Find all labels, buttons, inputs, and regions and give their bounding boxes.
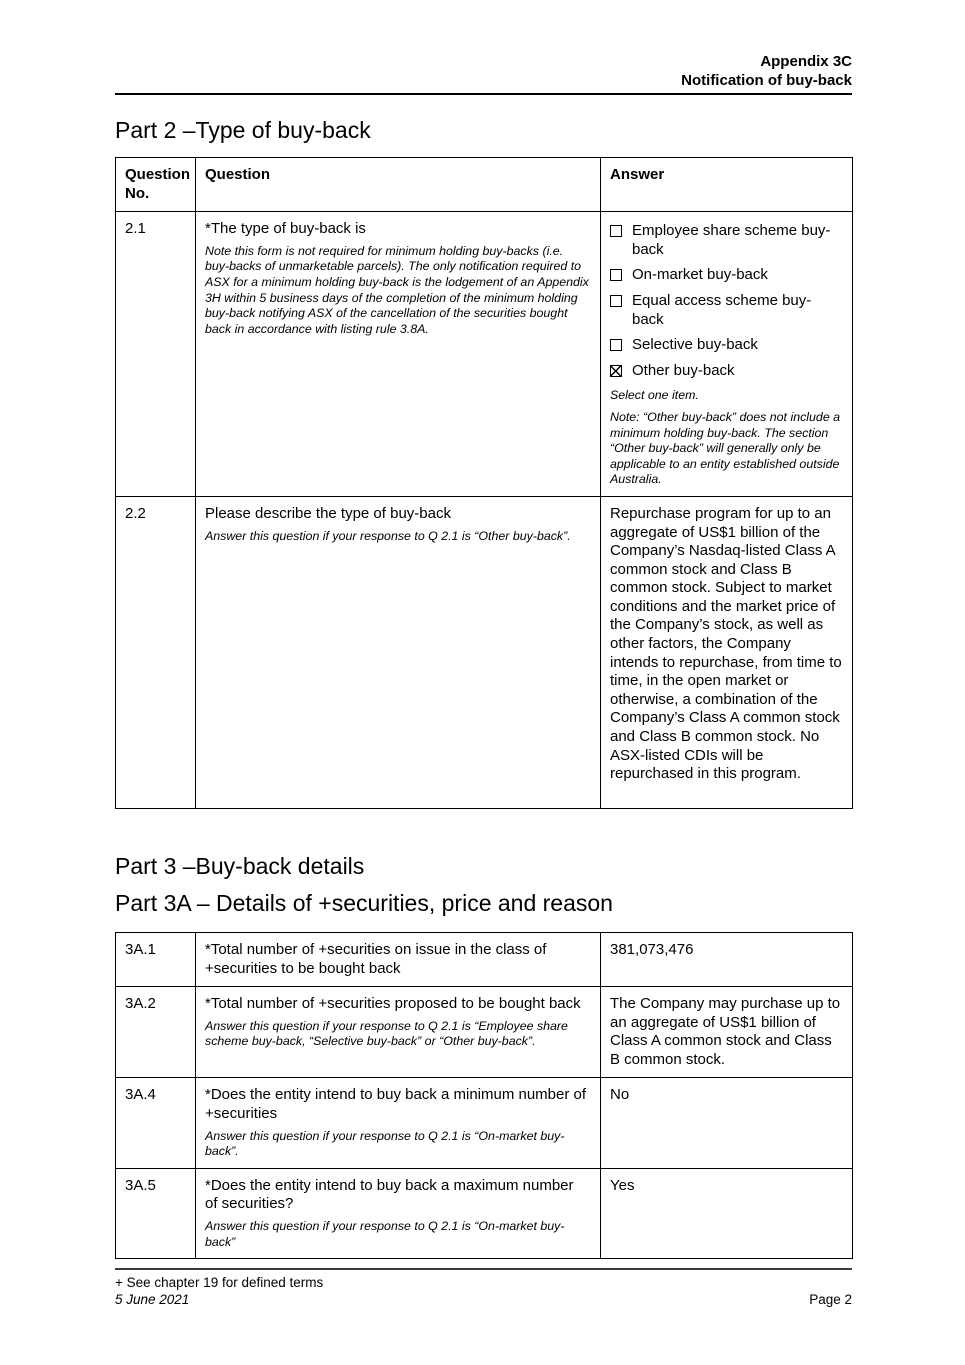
part3-title: Part 3 –Buy-back details xyxy=(115,852,365,879)
table-row-2-1 xyxy=(116,212,853,497)
header-divider xyxy=(115,93,852,95)
table-header-row xyxy=(116,158,853,212)
checkbox-label: Equal access scheme buy-back xyxy=(632,291,812,328)
answer-text: No xyxy=(610,1086,630,1104)
answer-text: 381,073,476 xyxy=(610,940,694,958)
part2-title: Part 2 –Type of buy-back xyxy=(115,117,371,143)
answer-text: Yes xyxy=(610,1176,635,1194)
document-footer xyxy=(115,1268,852,1308)
buyback-type-options xyxy=(610,222,842,380)
checkbox-icon xyxy=(610,225,622,237)
part2-table xyxy=(115,157,853,809)
question-text: Please describe the type of buy-back xyxy=(205,504,451,522)
question-no: 3A.4 xyxy=(116,1078,196,1168)
question-text: *Does the entity intend to buy back a minimum number of +securities xyxy=(205,1086,587,1123)
table-row-3a-2 xyxy=(116,987,853,1078)
checkbox-label: Employee share scheme buy-back xyxy=(632,222,831,258)
col-header-answer: Answer xyxy=(601,158,853,212)
table-row-3a-5 xyxy=(116,1168,853,1258)
question-note: Answer this question if your response to Q 2.1 is “Employee share scheme buy-back, “Selective buy-back” or “Other buy-back”. xyxy=(205,1018,568,1049)
question-text: *The type of buy-back is xyxy=(205,220,366,238)
question-note: Answer this question if your response to Q 2.1 is “On-market buy-back”. xyxy=(205,1128,565,1159)
checkbox-label: On-market buy-back xyxy=(632,266,768,284)
checkbox-option-equal-access[interactable] xyxy=(610,292,842,329)
question-no: 2.1 xyxy=(116,212,196,497)
col-header-question-no: Question No. xyxy=(116,158,196,212)
footer-date: 5 June 2021 xyxy=(115,1292,190,1307)
answer-note: Note: “Other buy-back” does not include a minimum holding buy-back. The section “Other buy-back” will generally only be applicable to an entity established outside Australia. xyxy=(610,409,841,487)
checkbox-icon xyxy=(610,295,622,307)
table-row-3a-1 xyxy=(116,932,853,986)
checkbox-label: Other buy-back xyxy=(632,361,735,379)
footer-divider xyxy=(115,1268,852,1270)
question-note: Answer this question if your response to Q 2.1 is “On-market buy-back” xyxy=(205,1219,565,1249)
checkbox-label: Selective buy-back xyxy=(632,336,758,354)
col-header-question: Question xyxy=(196,158,601,212)
question-text: *Total number of +securities proposed to be bought back xyxy=(205,995,581,1013)
defined-terms-note: + See chapter 19 for defined terms xyxy=(115,1275,324,1290)
question-no: 3A.5 xyxy=(116,1168,196,1258)
table-row-2-2 xyxy=(116,496,853,808)
checkbox-icon xyxy=(610,339,622,351)
checkbox-option-selective[interactable] xyxy=(610,336,842,355)
answer-text: Repurchase program for up to an aggregate of US$1 billion of the Company’s Nasdaq-listed Class A common stock and Class B common stock. Subject to market conditions and the market price of the Company’s stock, as well as other factors, the Company intends to repurchase, from time to time, in the open market or otherwise, a combination of the Company’s Class A common stock and Class B common stock. No ASX-listed CDIs will be repurchased in this program. xyxy=(610,504,842,783)
checkbox-icon xyxy=(610,269,622,281)
part3a-table xyxy=(115,932,853,1259)
document-header xyxy=(115,52,852,90)
question-no: 3A.1 xyxy=(116,932,196,986)
appendix-title: Appendix 3C xyxy=(760,53,852,70)
answer-text: The Company may purchase up to an aggregate of US$1 billion of Class A common stock and Class B common stock. xyxy=(610,995,841,1068)
table-row-3a-4 xyxy=(116,1078,853,1168)
checkbox-option-on-market[interactable] xyxy=(610,266,842,285)
select-one-item-hint: Select one item. xyxy=(610,388,699,403)
checkbox-checked-icon xyxy=(610,365,622,377)
appendix-subtitle: Notification of buy-back xyxy=(681,72,852,89)
question-note: Answer this question if your response to Q 2.1 is “Other buy-back”. xyxy=(205,528,571,543)
question-no: 3A.2 xyxy=(116,987,196,1078)
checkbox-option-other[interactable] xyxy=(610,362,842,381)
question-text: *Total number of +securities on issue in the class of +securities to be bought back xyxy=(205,940,547,977)
question-no: 2.2 xyxy=(116,496,196,808)
page-number: Page 2 xyxy=(809,1292,852,1307)
checkbox-option-employee-share-scheme[interactable] xyxy=(610,222,842,259)
question-note: Note this form is not required for minimum holding buy-backs (i.e. buy-backs of unmarketable parcels). The only notification required to ASX for a minimum holding buy-back is the lodgement of an Appendix 3H within 5 business days of the completion of the minimum holding buy-back notifying ASX of the cancellation of the securities bought back in accordance with listing rule 3.8A. xyxy=(205,243,589,336)
question-text: *Does the entity intend to buy back a maximum number of securities? xyxy=(205,1176,574,1213)
part3a-title: Part 3A – Details of +securities, price and reason xyxy=(115,889,613,916)
